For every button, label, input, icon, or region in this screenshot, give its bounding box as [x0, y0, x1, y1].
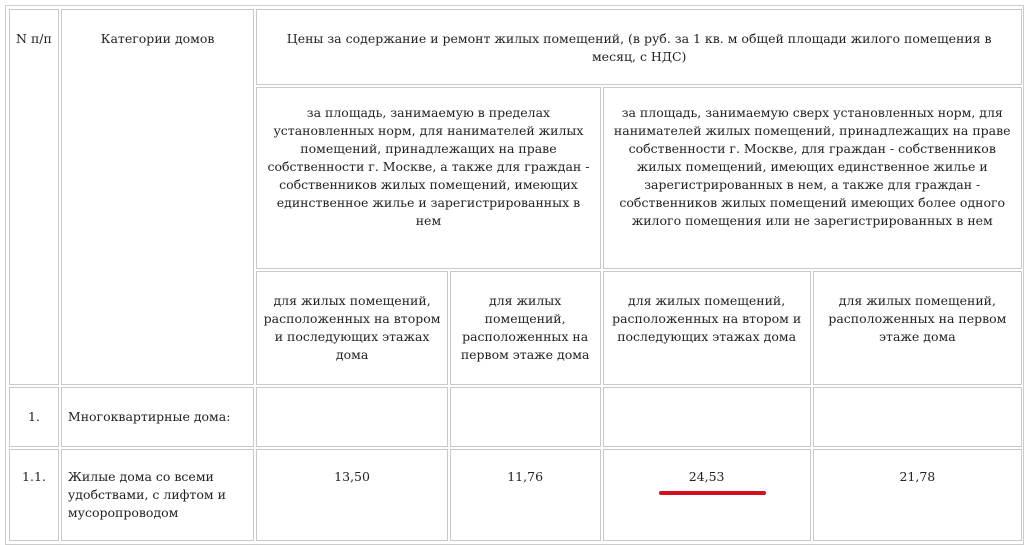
table-row — [9, 449, 1022, 541]
row-value: 13,50 — [256, 449, 447, 541]
row-value — [603, 387, 811, 447]
row-category: Жилые дома со всеми удобствами, с лифтом и мусоропроводом — [61, 449, 255, 541]
row-value — [450, 387, 601, 447]
row-value: 11,76 — [450, 449, 601, 541]
row-num: 1.1. — [9, 449, 59, 541]
row-value — [813, 387, 1022, 447]
header-above-first: для жилых помещений, расположенных на первом этаже дома — [813, 271, 1022, 385]
header-within-norm: за площадь, занимаемую в пределах установленных норм, для нанимателей жилых помещений, принадлежащих на праве собственности г. Москве, а также для граждан - собственников жилых помещений, имеющих единственное жилье и зарегистрированных в нем — [256, 87, 600, 269]
header-category: Категории домов — [61, 9, 255, 385]
header-above-norm: за площадь, занимаемую сверх установленных норм, для нанимателей жилых помещений, принадлежащих на праве собственности г. Москве, для граждан - собственников жилых помещений, имеющих единственное жилье и зарегистрированных в нем, а также для граждан - собственников жилых помещений имеющих более одного жилого помещения или не зарегистрированных в нем — [603, 87, 1023, 269]
red-underline-mark — [659, 491, 766, 495]
row-value-highlighted: 24,53 — [603, 449, 811, 541]
row-category: Многоквартирные дома: — [61, 387, 255, 447]
header-within-first: для жилых помещений, расположенных на первом этаже дома — [450, 271, 601, 385]
row-num: 1. — [9, 387, 59, 447]
tariff-table — [7, 7, 1024, 543]
header-row-1 — [9, 9, 1022, 85]
row-value: 21,78 — [813, 449, 1022, 541]
table-row — [9, 387, 1022, 447]
header-within-second: для жилых помещений, расположенных на втором и последующих этажах дома — [256, 271, 447, 385]
row-value — [256, 387, 447, 447]
header-prices: Цены за содержание и ремонт жилых помещений, (в руб. за 1 кв. м общей площади жилого помещения в месяц, с НДС) — [256, 9, 1022, 85]
header-num: N п/п — [9, 9, 59, 385]
header-above-second: для жилых помещений, расположенных на втором и последующих этажах дома — [603, 271, 811, 385]
